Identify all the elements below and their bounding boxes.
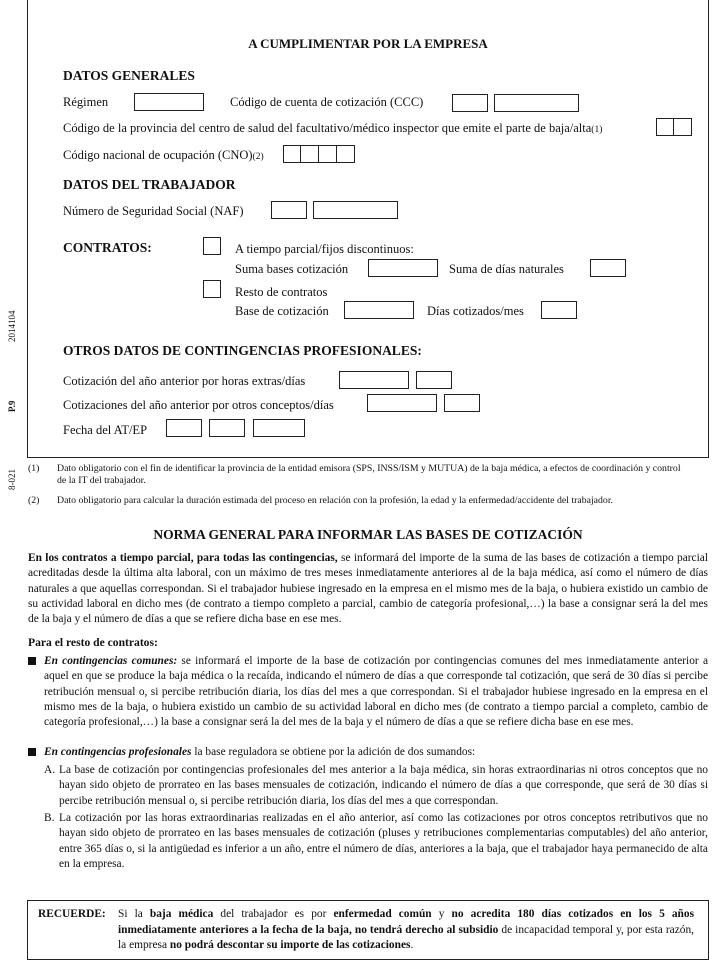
- footnote-1-num: (1): [28, 463, 40, 474]
- bullet-square-icon: [28, 657, 36, 665]
- cno-footnote-ref: (2): [252, 152, 264, 162]
- parcial-label: A tiempo parcial/fijos discontinuos:: [235, 242, 414, 256]
- naf-field-1[interactable]: [271, 201, 307, 219]
- fecha-label: Fecha del AT/EP: [63, 423, 148, 437]
- side-code-form: 8-021: [7, 469, 17, 490]
- item-b-text: La cotización por las horas extraordinarias realizadas en el año anterior, así como las cotizaciones por otros conceptos retributivos que no hayan sido objeto de prorrateo en las bases mensuales de cotización (pluses y retribuciones complementarias computables) del año anterior, entre 365 días o, si la antigüedad es inferior a un año, entre el número de días, anteriores a la baja, que el trabajador haya permanecido de alta en la empresa.: [59, 812, 708, 870]
- norma-profesionales-bold: En contingencias profesionales: [44, 746, 192, 758]
- recuerde-text: [118, 907, 694, 954]
- company-section-title: A CUMPLIMENTAR POR LA EMPRESA: [248, 36, 488, 51]
- datos-generales-title: DATOS GENERALES: [63, 68, 195, 83]
- recuerde-b4: no podrá descontar su importe de las cotizaciones: [169, 939, 411, 951]
- norma-profesionales-text: la base reguladora se obtiene por la adición de dos sumandos:: [191, 746, 476, 758]
- provincia-field-1[interactable]: [656, 118, 674, 136]
- provincia-label: [63, 121, 602, 136]
- norma-comunes-bold: En contingencias comunes:: [44, 655, 178, 667]
- norma-comunes-text: se informará el importe de la base de cotización por contingencias comunes del mes inmediatamente anterior a aquel en que se produce la baja médica o la recaída, indicando el número de días a que corresponde tal cotización, que será de 30 días si percibe retribución mensual o, si percibe retribución diaria, los días del mes a que correspondan. Si el trabajador hubiese ingresado en la empresa en el mismo mes de la baja, o hubiera existido un cambio de su actividad laboral en dicho mes (de contrato a tiempo parcial a completo, cambio de categoría profesional,…) la base a consignar será la del mes de la baja y el número de días a que se refiere dicha base en ese mes.: [44, 655, 708, 729]
- cno-field-1[interactable]: [283, 145, 301, 163]
- otros-conceptos-label: Cotizaciones del año anterior por otros conceptos/días: [63, 398, 334, 412]
- cno-field-3[interactable]: [318, 145, 337, 163]
- horas-extras-field-1[interactable]: [339, 371, 409, 389]
- otros-conceptos-field-1[interactable]: [367, 394, 437, 412]
- side-code-page: P.9: [7, 400, 17, 412]
- norma-parcial-text: se informará del importe de la suma de las bases de cotización a tiempo parcial acreditadas desde la última alta laboral, con un máximo de tres meses inmediatamente anteriores al de la baja médica, así como el número de días naturales a que aquellas correspondan. Si el trabajador hubiese ingresado en la empresa en el mismo mes de la baja, o hubiera existido un cambio de su actividad laboral en dicho mes (de contrato a tiempo completo a parcial, cambio de categoría profesional,…) la base a consignar será la del mes de la baja y el número de días a que se refiere dicha base en ese mes.: [28, 552, 708, 626]
- ccc-field-2[interactable]: [494, 94, 579, 112]
- regimen-field[interactable]: [134, 93, 204, 111]
- resto-label: Resto de contratos: [235, 285, 328, 299]
- norma-parcial-bold: En los contratos a tiempo parcial, para todas las contingencias,: [28, 552, 338, 564]
- base-cot-label: Base de cotización: [235, 304, 329, 318]
- recuerde-t3: y: [431, 908, 452, 920]
- regimen-label: Régimen: [63, 95, 109, 109]
- naf-field-2[interactable]: [313, 201, 398, 219]
- recuerde-box: [27, 900, 709, 960]
- ccc-label: Código de cuenta de cotización (CCC): [230, 95, 424, 109]
- footnote-1-text: Dato obligatorio con el fin de identificar la provincia de la entidad emisora (SPS, INSS/ISM y MUTUA) de la baja médica, a efectos de coordinación y control de la IT del trabajador.: [57, 463, 681, 486]
- fecha-field-month[interactable]: [209, 419, 245, 437]
- provincia-text: Código de la provincia del centro de salud del facultativo/médico inspector que emite el parte de baja/alta: [63, 121, 592, 135]
- suma-dias-label: Suma de días naturales: [449, 262, 564, 276]
- contratos-title: CONTRATOS:: [63, 240, 152, 255]
- fecha-field-year[interactable]: [253, 419, 305, 437]
- footnote-1: [28, 463, 690, 489]
- recuerde-b1: baja médica: [149, 908, 214, 920]
- recuerde-label: RECUERDE:: [38, 908, 106, 920]
- parcial-checkbox[interactable]: [203, 237, 221, 255]
- horas-extras-label: Cotización del año anterior por horas extras/días: [63, 374, 306, 388]
- recuerde-t1: Si la: [118, 908, 150, 920]
- resto-checkbox[interactable]: [203, 280, 221, 298]
- suma-bases-label: Suma bases cotización: [235, 262, 349, 276]
- recuerde-t5: .: [410, 939, 414, 951]
- suma-dias-field[interactable]: [590, 259, 626, 277]
- base-cot-field[interactable]: [344, 301, 414, 319]
- suma-bases-field[interactable]: [368, 259, 438, 277]
- fecha-field-day[interactable]: [166, 419, 202, 437]
- footnote-2-text: Dato obligatorio para calcular la duración estimada del proceso en relación con la profesión, la edad y la enfermedad/accidente del trabajador.: [57, 495, 613, 506]
- provincia-footnote-ref: (1): [591, 125, 603, 135]
- provincia-field-2[interactable]: [673, 118, 692, 136]
- footnote-2: [28, 495, 690, 509]
- ccc-field-1[interactable]: [452, 94, 488, 112]
- norma-parcial-paragraph: [28, 551, 708, 627]
- otros-conceptos-field-2[interactable]: [444, 394, 480, 412]
- dias-cot-label: Días cotizados/mes: [427, 304, 524, 318]
- bullet-square-icon: [28, 748, 36, 756]
- horas-extras-field-2[interactable]: [416, 371, 452, 389]
- otros-title: OTROS DATOS DE CONTINGENCIAS PROFESIONALES:: [63, 343, 422, 358]
- datos-trabajador-title: DATOS DEL TRABAJADOR: [63, 177, 236, 192]
- footnote-2-num: (2): [28, 495, 40, 506]
- recuerde-b2: enfermedad común: [333, 908, 432, 920]
- naf-label: Número de Seguridad Social (NAF): [63, 204, 244, 218]
- norma-resto-title: Para el resto de contratos:: [28, 636, 158, 649]
- item-b-letter: B.: [44, 812, 55, 824]
- cno-text: Código nacional de ocupación (CNO): [63, 148, 253, 162]
- norma-title: NORMA GENERAL PARA INFORMAR LAS BASES DE COTIZACIÓN: [153, 527, 583, 542]
- item-a-text: La base de cotización por contingencias profesionales del mes anterior a la baja médica, sin horas extraordinarias ni otros conceptos que no hayan sido objeto de prorrateo en las bases mensuales de cotización, indicando el número de días a que corresponde, que será de 30 días si percibe retribución mensual o, si percibe retribución diaria, los días del mes a que correspondan.: [59, 764, 708, 807]
- recuerde-t4: de incapacidad temporal y, por esta razón, la empresa: [118, 923, 694, 951]
- dias-cot-field[interactable]: [541, 301, 577, 319]
- cno-field-4[interactable]: [336, 145, 355, 163]
- recuerde-t2: del trabajador es por: [213, 908, 334, 920]
- item-a-letter: A.: [44, 764, 56, 776]
- side-code-date: 2014104: [7, 310, 17, 342]
- cno-field-2[interactable]: [300, 145, 319, 163]
- recuerde-b3: no acredita 180 días cotizados en los 5 años inmediatamente anteriores a la fecha de la baja, no tendrá derecho al subsidio: [118, 908, 695, 936]
- cno-label: [63, 148, 264, 163]
